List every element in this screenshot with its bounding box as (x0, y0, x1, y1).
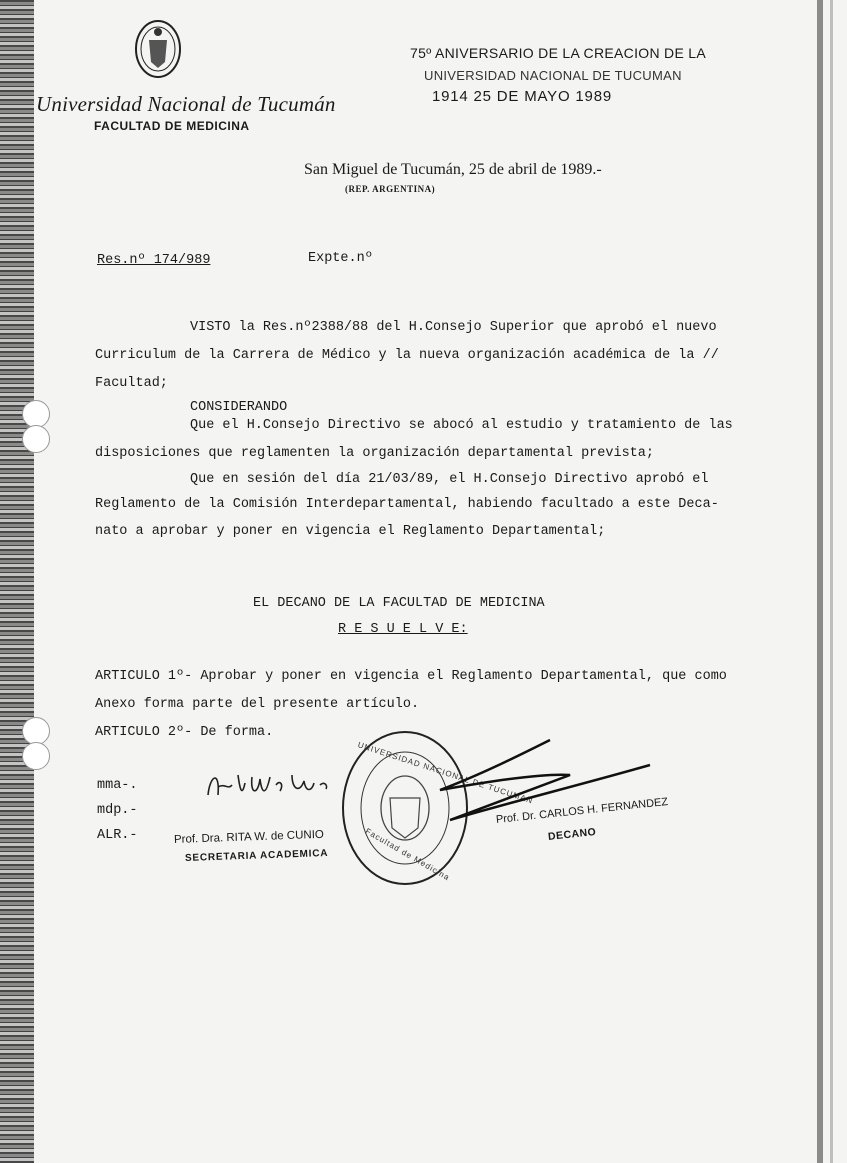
university-name: Universidad Nacional de Tucumán (36, 92, 336, 116)
considerando-line: Reglamento de la Comisión Interdepartamental, habiendo facultado a este Deca- (95, 497, 719, 512)
left-signatory-name: Prof. Dra. RITA W. de CUNIO (173, 828, 325, 846)
resuelve-heading: R E S U E L V E: (338, 622, 468, 637)
left-signatory-title: SECRETARIA ACADEMICA (184, 847, 329, 864)
visto-line: Curriculum de la Carrera de Médico y la nueva organización académica de la // (95, 348, 719, 363)
resolution-number: Res.nº 174/989 (97, 253, 211, 268)
anniversary-stamp-line1: 75º ANIVERSARIO DE LA CREACION DE LA (410, 45, 707, 61)
anniversary-stamp-line3: 1914 25 DE MAYO 1989 (432, 88, 612, 105)
punch-hole (22, 425, 50, 453)
scan-edge-left (0, 0, 34, 1163)
place-date: San Miguel de Tucumán, 25 de abril de 1989.- (304, 161, 602, 178)
punch-hole (22, 400, 50, 428)
initials-line: mdp.- (97, 803, 138, 818)
article-line: ARTICULO 2º- De forma. (95, 725, 274, 740)
seal-bottom-text: Facultad de Medicina (363, 826, 452, 883)
considerando-line: disposiciones que reglamenten la organización departamental prevista; (95, 446, 654, 461)
article-line: ARTICULO 1º- Aprobar y poner en vigencia el Reglamento Departamental, que como (95, 669, 727, 684)
university-crest-icon (133, 18, 183, 80)
right-signatory-name: Prof. Dr. CARLOS H. FERNANDEZ (495, 795, 669, 826)
visto-line: Facultad; (95, 376, 168, 391)
seal-top-text: UNIVERSIDAD NACIONAL DE TUCUMAN (356, 740, 535, 806)
expediente-label: Expte.nº (308, 251, 373, 266)
decano-heading: EL DECANO DE LA FACULTAD DE MEDICINA (253, 596, 545, 611)
right-signatory-title: DECANO (547, 825, 597, 843)
punch-hole (22, 742, 50, 770)
left-signature-icon (200, 755, 350, 815)
country: (REP. ARGENTINA) (345, 184, 436, 194)
considerando-line: nato a aprobar y poner en vigencia el Reglamento Departamental; (95, 524, 606, 539)
scan-edge-right (817, 0, 823, 1163)
punch-hole (22, 717, 50, 745)
faculty-name: FACULTAD DE MEDICINA (94, 119, 250, 133)
scan-edge-right-2 (830, 0, 833, 1163)
initials-line: ALR.- (97, 828, 138, 843)
visto-line: VISTO la Res.nº2388/88 del H.Consejo Superior que aprobó el nuevo (190, 320, 717, 335)
initials-line: mma-. (97, 778, 138, 793)
anniversary-stamp-line2: UNIVERSIDAD NACIONAL DE TUCUMAN (424, 68, 682, 83)
considerando-line: Que en sesión del día 21/03/89, el H.Consejo Directivo aprobó el (190, 472, 709, 487)
considerando-line: Que el H.Consejo Directivo se abocó al estudio y tratamiento de las (190, 418, 733, 433)
article-line: Anexo forma parte del presente artículo. (95, 697, 420, 712)
considerando-heading: CONSIDERANDO (190, 400, 288, 415)
